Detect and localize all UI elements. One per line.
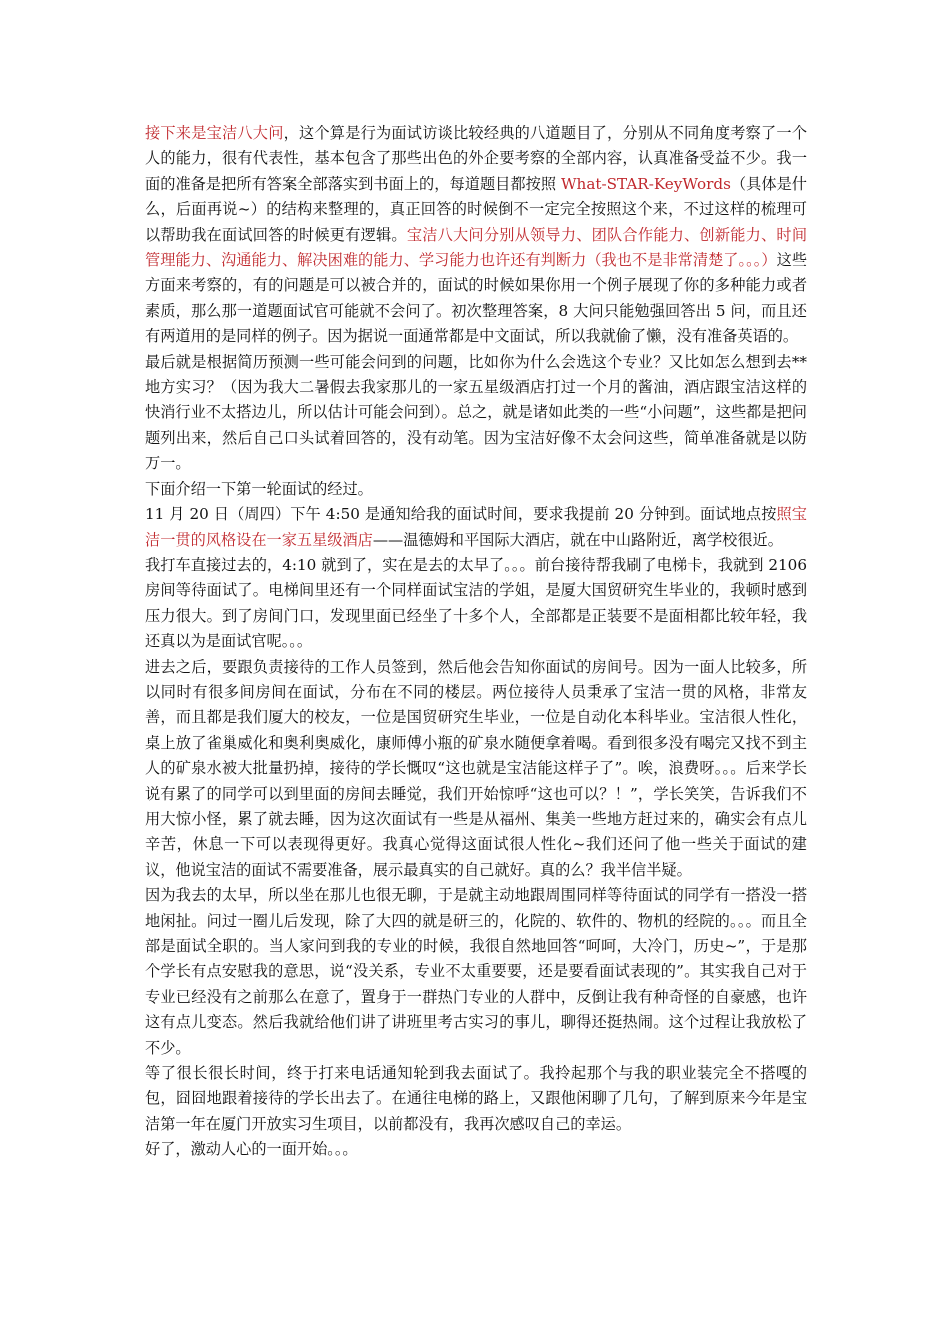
paragraph-interview-begins: 好了，激动人心的一面开始。。。 (145, 1140, 358, 1159)
paragraph-interview-time (145, 502, 807, 553)
highlight-five-star-hotel: 照宝洁一贯的风格设在一家五星级酒店 (145, 505, 807, 549)
paragraph-text: ，这个算是行为面试访谈比较经典的八道题目了，分别从不同角度考察了一个人的能力，很有代表性，基本包含了那些出色的外企要考察的全部内容，认真准备受益不少。我一面的准备是把所有答案全部落实到书面上的，每道题目都按照 (145, 124, 808, 193)
paragraph-text: 11 月 20 日（周四）下午 4:50 是通知给我的面试时间，要求我提前 20 分钟到。面试地点按 (145, 505, 777, 524)
paragraph-check-in: 进去之后，要跟负责接待的工作人员签到，然后他会告知你面试的房间号。因为一面人比较多，所以同时有很多间房间在面试，分布在不同的楼层。两位接待人员秉承了宝洁一贯的风格，非常友善，而且都是我们厦大的校友，一位是国贸研究生毕业，一位是自动化本科毕业。宝洁很人性化，桌上放了雀巢威化和奥利奥威化，康师傅小瓶的矿泉水随便拿着喝。看到很多没有喝完又找不到主人的矿泉水被大批量扔掉，接待的学长慨叹“这也就是宝洁能这样子了”。唉，浪费呀。。。后来学长说有累了的同学可以到里面的房间去睡觉，我们开始惊呼“这也可以？！”，学长笑笑，告诉我们不用大惊小怪，累了就去睡，因为这次面试有一些是从福州、集美一些地方赶过来的，确实会有点儿辛苦，休息一下可以表现得更好。我真心觉得这面试很人性化~我们还问了他一些关于面试的建议，他说宝洁的面试不需要准备，展示最真实的自己就好。真的么？我半信半疑。 (145, 657, 807, 879)
paragraph-text: 这些方面来考察的，有的问题是可以被合并的，面试的时候如果你用一个例子展现了你的多种能力或者素质，那么那一道题面试官可能就不会问了。初次整理答案，8 大问只能勉强回答出 5 问，而且还有两道用的是同样的例子。因为据说一面通常都是中文面试，所以我就偷了懒，没有准备英语的。 (145, 251, 808, 346)
paragraph-interview-prep (145, 121, 807, 350)
highlight-eight-abilities: 宝洁八大问分别从领导力、团队合作能力、创新能力、时间管理能力、沟通能力、解决困难的能力、学习能力也许还有判断力（我也不是非常清楚了。。。） (145, 225, 808, 270)
paragraph-called-to-interview: 等了很长很长时间，终于打来电话通知轮到我去面试了。我拎起那个与我的职业装完全不搭嘎的包，囧囧地跟着接待的学长出去了。在通往电梯的路上，又跟他闲聊了几句，了解到原来今年是宝洁第一年在厦门开放实习生项目，以前都没有，我再次感叹自己的幸运。 (145, 1064, 807, 1133)
paragraph-arrival: 我打车直接过去的，4:10 就到了，实在是去的太早了。。。前台接待帮我刷了电梯卡，我就到 2106 房间等待面试了。电梯间里还有一个同样面试宝洁的学姐，是厦大国贸研究生毕业的，我顿时感到压力很大。到了房间门口，发现里面已经坐了十多个人，全部都是正装要不是面相都比较年轻，我还真以为是面试官呢。。。 (145, 555, 807, 651)
paragraph-text: ——温德姆和平国际大酒店，就在中山路附近，离学校很近。 (372, 530, 783, 549)
highlight-star-keywords: What-STAR-KeyWords (560, 174, 731, 193)
paragraph-waiting-chat: 因为我去的太早，所以坐在那儿也很无聊，于是就主动地跟周围同样等待面试的同学有一搭没一搭地闲扯。问过一圈儿后发现，除了大四的就是研三的，化院的、软件的、物机的经院的。。。而且全部是面试全职的。当人家问到我的专业的时候，我很自然地回答“呵呵，大冷门，历史~”，于是那个学长有点安慰我的意思，说“没关系，专业不太重要要，还是要看面试表现的”。其实我自己对于专业已经没有之前那么在意了，置身于一群热门专业的人群中，反倒让我有种奇怪的自豪感，也许这有点儿变态。然后我就给他们讲了讲班里考古实习的事儿，聊得还挺热闹。这个过程让我放松了不少。 (145, 886, 807, 1057)
highlight-pg-eight-questions: 接下来是宝洁八大问 (145, 124, 284, 142)
document-body (145, 121, 807, 1163)
paragraph-first-round-intro: 下面介绍一下第一轮面试的经过。 (145, 479, 373, 498)
paragraph-resume-questions: 最后就是根据简历预测一些可能会问到的问题，比如你为什么会选这个专业？又比如怎么想到去**地方实习？（因为我大二暑假去我家那儿的一家五星级酒店打过一个月的酱油，酒店跟宝洁这样的快消行业不太搭边儿，所以估计可能会问到）。总之，就是诸如此类的一些“小问题”，这些都是把问题列出来，然后自己口头试着回答的，没有动笔。因为宝洁好像不太会问这些，简单准备就是以防万一。 (145, 352, 807, 473)
paragraph-text: （具体是什么，后面再说~）的结构来整理的，真正回答的时候倒不一定完全按照这个来，不过这样的梳理可以帮助我在面试回答的时候更有逻辑。 (145, 174, 807, 244)
